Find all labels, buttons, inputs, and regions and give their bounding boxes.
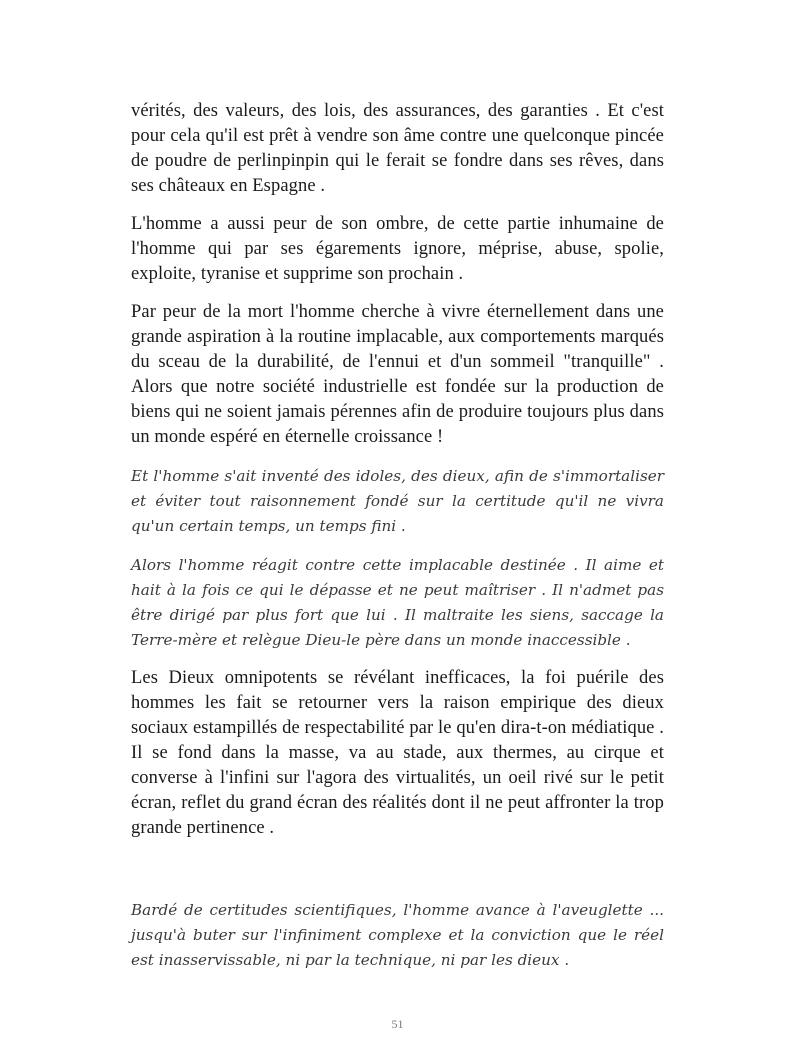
paragraph-destinee: Alors l'homme réagit contre cette implacable destinée . Il aime et hait à la fois ce qui le dépasse et ne peut maîtriser . Il n'admet pas être dirigé par plus fort que lui . Il maltraite les siens, saccage la Terre-mère et relègue Dieu-le père dans un monde inaccessible . xyxy=(131,556,664,649)
paragraph-dieux-omnipotents: Les Dieux omnipotents se révélant inefficaces, la foi puérile des hommes les fait se retourner vers la raison empirique des dieux sociaux estampillés de respectabilité par le qu'en dira-t-on médiatique . Il se fond dans la masse, va au stade, aux thermes, au cirque et converse à l'infini sur l'agora des virtualités, un oeil rivé sur le petit écran, reflet du grand écran des réalités dont il ne peut affronter la trop grande pertinence . xyxy=(131,668,664,838)
paragraph-idoles: Et l'homme s'ait inventé des idoles, des dieux, afin de s'immortaliser et éviter tout raisonnement fondé sur la certitude qu'il ne vivra qu'un certain temps, un temps fini . xyxy=(131,467,664,535)
paragraph-peur-mort: Par peur de la mort l'homme cherche à vivre éternellement dans une grande aspiration à la routine implacable, aux comportements marqués du sceau de la durabilité, de l'ennui et d'un sommeil "tranquille" . Alors que notre société industrielle est fondée sur la production de biens qui ne soient jamais pérennes afin de produire toujours plus dans un monde espéré en éternelle croissance ! xyxy=(131,302,664,447)
paragraph-peur-ombre: L'homme a aussi peur de son ombre, de cette partie inhumaine de l'homme qui par ses égarements ignore, méprise, abuse, spolie, exploite, tyranise et supprime son prochain . xyxy=(131,214,664,284)
page-number: 51 xyxy=(391,1017,404,1031)
paragraph-certitudes: Bardé de certitudes scientifiques, l'homme avance à l'aveuglette ... jusqu'à buter sur l'infiniment complexe et la conviction que le réel est inasservissable, ni par la technique, ni par les dieux . xyxy=(131,901,664,969)
paragraph-verites: vérités, des valeurs, des lois, des assurances, des garanties . Et c'est pour cela qu'il est prêt à vendre son âme contre une quelconque pincée de poudre de perlinpinpin qui le ferait se fondre dans ses rêves, dans ses châteaux en Espagne . xyxy=(131,101,664,196)
